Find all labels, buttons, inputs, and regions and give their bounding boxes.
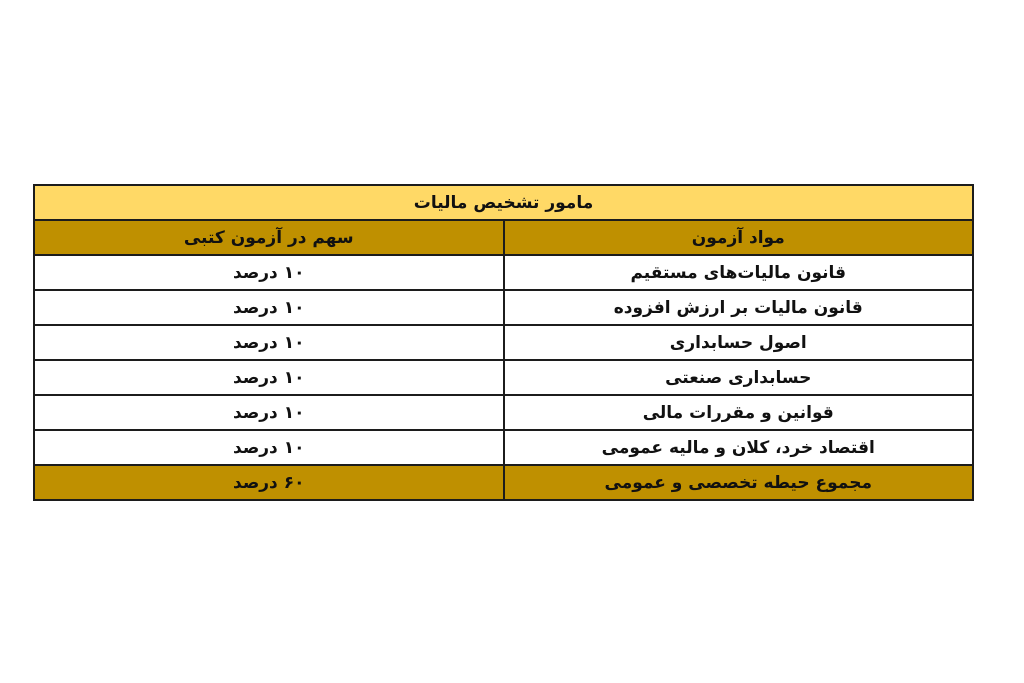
column-header-share: سهم در آزمون کتبی [34, 220, 504, 255]
table-row [34, 290, 973, 325]
table-row [34, 255, 973, 290]
share-cell: ۱۰ درصد [34, 430, 504, 465]
subject-cell: حسابداری صنعتی [504, 360, 974, 395]
table-row [34, 325, 973, 360]
table-row [34, 360, 973, 395]
share-cell: ۱۰ درصد [34, 395, 504, 430]
table-header-row [34, 220, 973, 255]
exam-subjects-table [33, 184, 974, 501]
table-total-row [34, 465, 973, 500]
subject-cell: قوانین و مقررات مالی [504, 395, 974, 430]
share-cell: ۱۰ درصد [34, 325, 504, 360]
total-share: ۶۰ درصد [34, 465, 504, 500]
subject-cell: اصول حسابداری [504, 325, 974, 360]
share-cell: ۱۰ درصد [34, 360, 504, 395]
table-title-row [34, 185, 973, 220]
column-header-subject: مواد آزمون [504, 220, 974, 255]
table-row [34, 430, 973, 465]
table-title: مامور تشخیص مالیات [34, 185, 973, 220]
subject-cell: اقتصاد خرد، کلان و مالیه عمومی [504, 430, 974, 465]
table-row [34, 395, 973, 430]
total-label: مجموع حیطه تخصصی و عمومی [504, 465, 974, 500]
subject-cell: قانون مالیات بر ارزش افزوده [504, 290, 974, 325]
subject-cell: قانون مالیات‌های مستقیم [504, 255, 974, 290]
share-cell: ۱۰ درصد [34, 255, 504, 290]
share-cell: ۱۰ درصد [34, 290, 504, 325]
